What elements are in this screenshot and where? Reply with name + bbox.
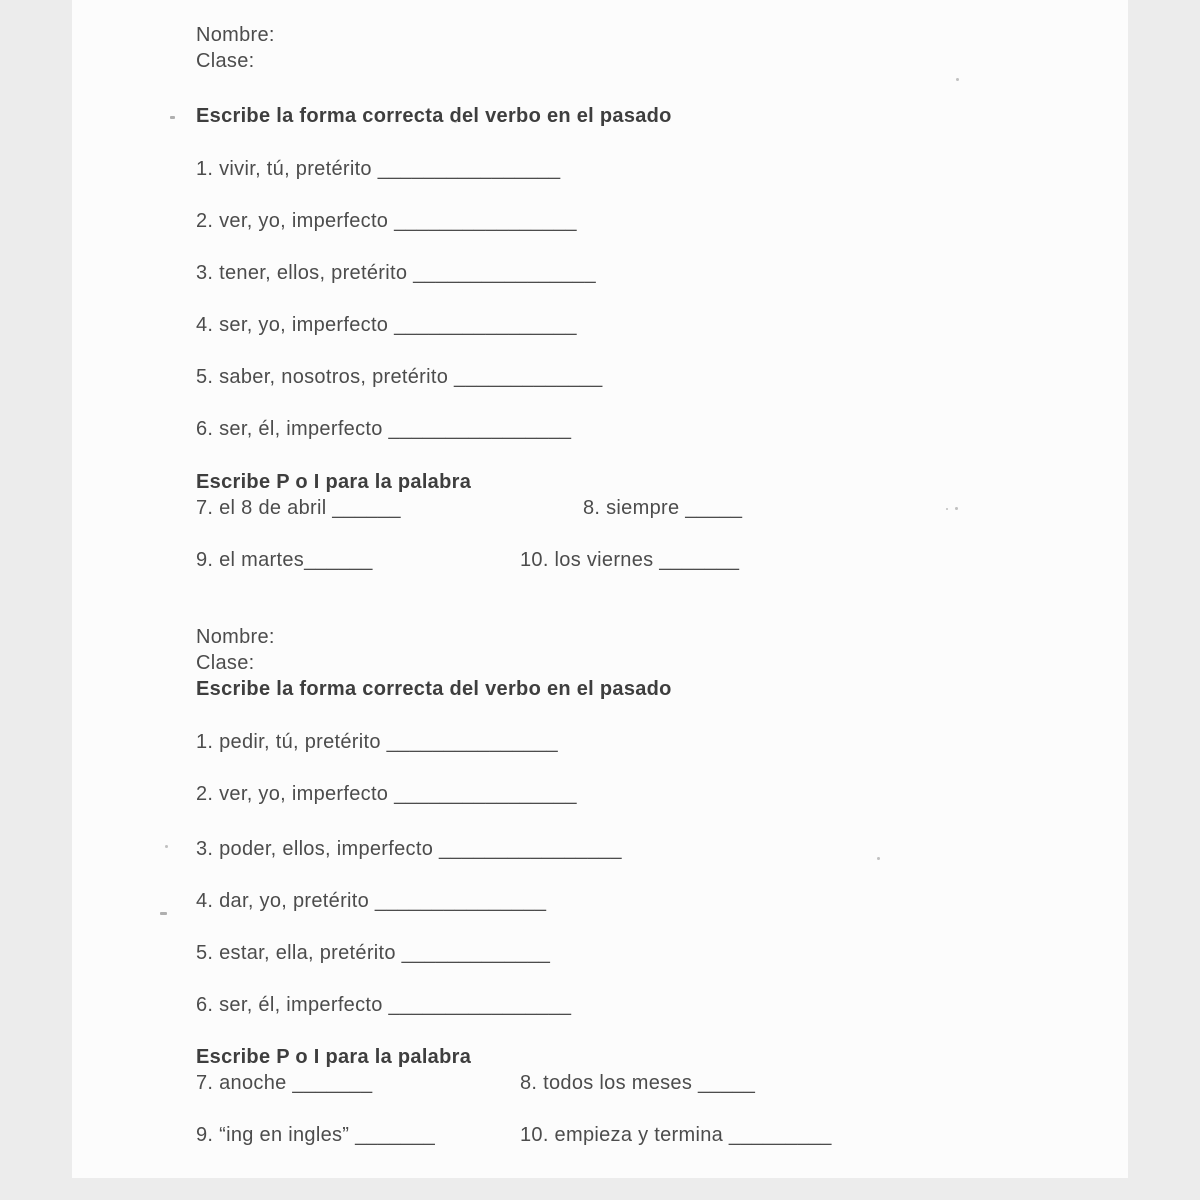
verb-section-heading: Escribe la forma correcta del verbo en el pasado [196,105,672,127]
verb-item-4: 4. dar, yo, pretérito _______________ [196,890,547,912]
pi-item-10: 10. los viernes _______ [520,549,740,571]
clase-label: Clase: [196,652,255,674]
pi-item-9: 9. el martes______ [196,549,373,571]
pi-row [196,1070,1098,1096]
pi-row [196,495,1098,521]
verb-item-3: 3. tener, ellos, pretérito ________________ [196,262,596,284]
pi-item-7: 7. el 8 de abril ______ [196,497,401,519]
verb-item-4: 4. ser, yo, imperfecto ________________ [196,314,577,336]
worksheet-page [72,0,1128,1178]
nombre-label: Nombre: [196,626,275,648]
pi-item-7: 7. anoche _______ [196,1072,373,1094]
worksheet-section-2 [196,624,1098,1148]
scan-speckle [170,116,175,119]
verb-item-1: 1. pedir, tú, pretérito _______________ [196,731,558,753]
pi-row [196,1122,1098,1148]
pi-section-heading: Escribe P o I para la palabra [196,1046,472,1068]
verb-item-6: 6. ser, él, imperfecto ________________ [196,418,572,440]
pi-item-10: 10. empieza y termina _________ [520,1124,832,1146]
pi-item-9: 9. “ing en ingles” _______ [196,1124,436,1146]
scan-speckle [165,845,168,848]
verb-item-5: 5. saber, nosotros, pretérito _____________ [196,366,603,388]
verb-section-heading: Escribe la forma correcta del verbo en el pasado [196,678,672,700]
verb-item-1: 1. vivir, tú, pretérito ________________ [196,158,561,180]
clase-label: Clase: [196,50,255,72]
scan-speckle [160,912,167,915]
worksheet-section-1 [196,22,1098,573]
pi-item-8: 8. todos los meses _____ [520,1072,756,1094]
worksheet-content [196,22,1098,1148]
nombre-label: Nombre: [196,24,275,46]
verb-item-3: 3. poder, ellos, imperfecto ________________ [196,838,622,860]
verb-item-6: 6. ser, él, imperfecto ________________ [196,994,572,1016]
pi-item-8: 8. siempre _____ [583,497,743,519]
pi-row [196,547,1098,573]
verb-item-5: 5. estar, ella, pretérito _____________ [196,942,551,964]
pi-section-heading: Escribe P o I para la palabra [196,471,472,493]
verb-item-2: 2. ver, yo, imperfecto ________________ [196,783,577,805]
verb-item-2: 2. ver, yo, imperfecto ________________ [196,210,577,232]
